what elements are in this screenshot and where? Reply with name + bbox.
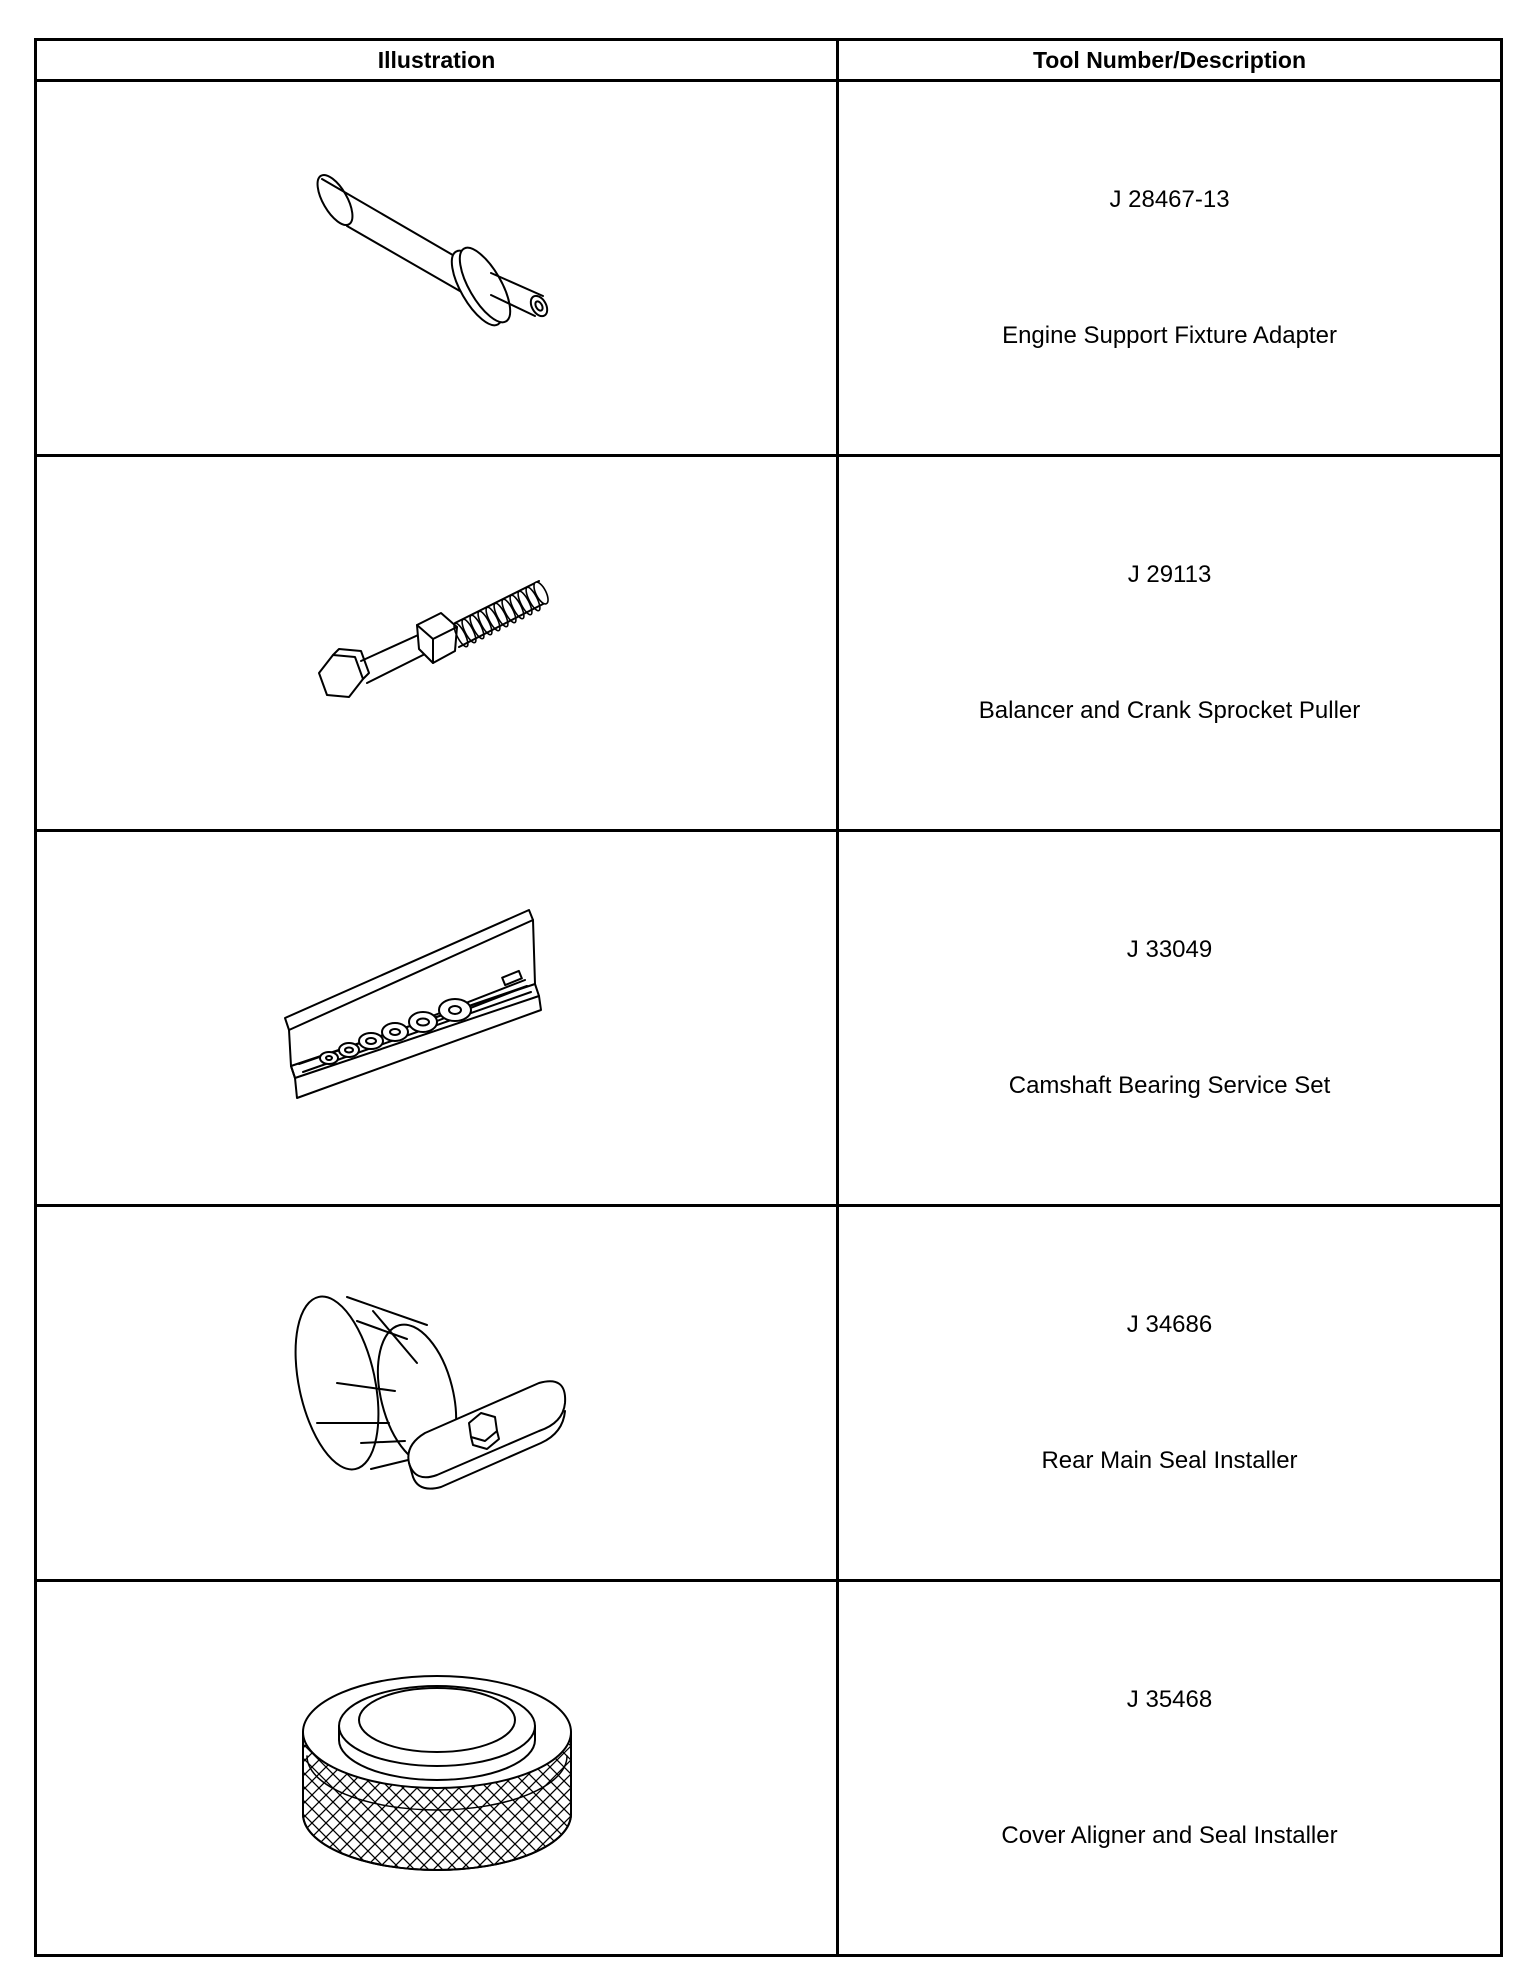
header-illustration: Illustration (36, 40, 838, 81)
tool-number: J 34686 (1126, 1311, 1213, 1338)
tool-description-cell (838, 456, 1502, 831)
illustration-cell (36, 1581, 838, 1956)
tool-number: J 29113 (1127, 561, 1212, 588)
cover-aligner-icon (277, 1648, 597, 1888)
tool-description: Balancer and Crank Sprocket Puller (978, 697, 1361, 724)
illustration-cell (36, 1206, 838, 1581)
table-row (36, 1206, 1502, 1581)
tool-description-cell (838, 831, 1502, 1206)
sprocket-puller-icon (277, 523, 597, 763)
tool-description: Camshaft Bearing Service Set (1008, 1072, 1331, 1099)
table-header-row (36, 40, 1502, 81)
header-tool-number-description: Tool Number/Description (838, 40, 1502, 81)
table-row (36, 456, 1502, 831)
special-tools-table (34, 38, 1503, 1957)
tool-description-cell (838, 1581, 1502, 1956)
tool-description: Cover Aligner and Seal Installer (1001, 1822, 1338, 1849)
illustration-cell (36, 831, 838, 1206)
table-row (36, 81, 1502, 456)
bearing-service-set-icon (277, 898, 597, 1138)
tool-number: J 28467-13 (1109, 186, 1230, 213)
tool-description-cell (838, 1206, 1502, 1581)
illustration-cell (36, 456, 838, 831)
tool-number: J 35468 (1126, 1686, 1213, 1713)
seal-installer-icon (277, 1273, 597, 1513)
fixture-adapter-icon (277, 148, 597, 388)
tool-description: Engine Support Fixture Adapter (1002, 322, 1337, 349)
tool-description-cell (838, 81, 1502, 456)
table-row (36, 1581, 1502, 1956)
tool-description: Rear Main Seal Installer (1041, 1447, 1298, 1474)
tool-number: J 33049 (1126, 936, 1213, 963)
illustration-cell (36, 81, 838, 456)
table-row (36, 831, 1502, 1206)
